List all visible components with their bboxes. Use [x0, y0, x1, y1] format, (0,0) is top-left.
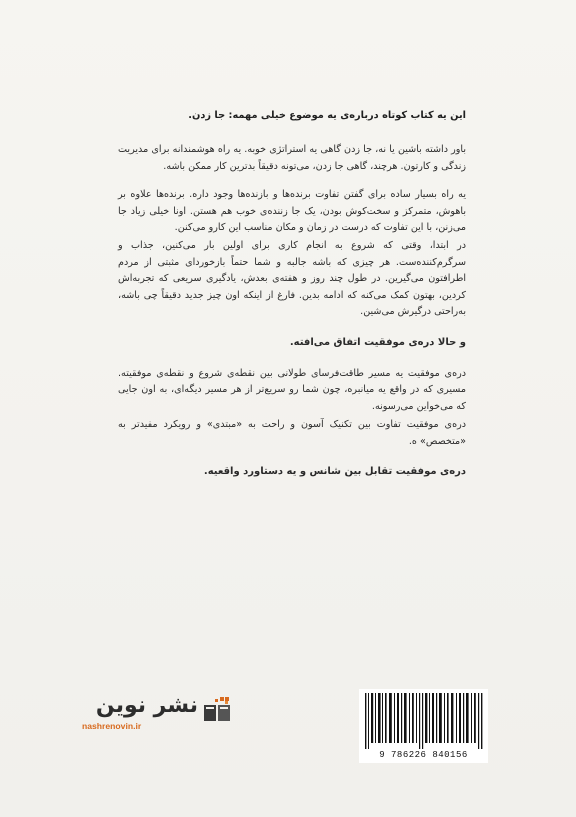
barcode-icon [363, 693, 484, 749]
publisher-logo [82, 693, 232, 735]
isbn-digits: 9 786226 840156 [379, 750, 468, 760]
isbn-barcode [359, 689, 488, 763]
book-pixel-icon [202, 695, 232, 723]
intro-line: این یه کتاب کوتاه درباره‌ی یه موضوع خیلی مهمه: جا زدن. [188, 110, 466, 121]
publisher-name: نشر نوین [95, 693, 198, 718]
paragraph-1: باور داشته باشین یا نه، جا زدن گاهی یه استراتژی خوبه. یه راه هوشمندانه برای مدیریت زندگی و کارتون. هرچند، گاهی جا زدن، می‌تونه دقیقاً بدترین کار ممکن باشه. [118, 144, 466, 172]
paragraph-5: دره‌ی موفقیت تفاوت بین تکنیک آسون و راحت به «مبتدی» و رویکرد مفیدتر به «متخصص» ه. [118, 419, 466, 447]
paragraph-4: دره‌ی موفقیت یه مسیر طاقت‌فرسای طولانی بین نقطه‌ی شروع و نقطه‌ی موفقیته. مسیری که در واقع یه میانبره، چون شما رو سریع‌تر از هر مسیر دیگه‌ای، به اون جایی که می‌خواین می‌رسونه. [118, 367, 466, 412]
blurb [118, 108, 466, 480]
paragraph-2: یه راه بسیار ساده برای گفتن تفاوت برنده‌ها و بازنده‌ها وجود داره. برنده‌ها علاوه بر باهوش، متمرکز و سخت‌کوش بودن، یک جا زننده‌ی خوب هم هستن. اونا خیلی زیاد جا می‌زنن، با این تفاوت که درست در زمان و مکان مناسب این کارو می‌کنن. [118, 189, 466, 234]
section-heading: و حالا دره‌ی موفقیت اتفاق می‌افته. [289, 337, 466, 349]
publisher-site: nashrenovin.ir [82, 721, 142, 731]
closing-line: دره‌ی موفقیت تقابل بین شانس و یه دستاورد واقعیه. [203, 465, 466, 477]
paragraph-3: در ابتدا، وقتی که شروع به انجام کاری برای اولین بار می‌کنین، جذاب و سرگرم‌کننده‌ست. هر چیزی که باشه جالبه و شما حتماً بازخوردای مثبتی از مردم اطرافتون می‌گیرین. در طول چند روز و هفته‌ی بعدش، یادگیری سریعی که تجربه‌اش کردین، بهتون کمک می‌کنه که ادامه بدین. فارغ از اینکه اون چیز جدید دقیقاً چی باشه، به‌راحتی درگیرش می‌شین. [118, 240, 466, 318]
